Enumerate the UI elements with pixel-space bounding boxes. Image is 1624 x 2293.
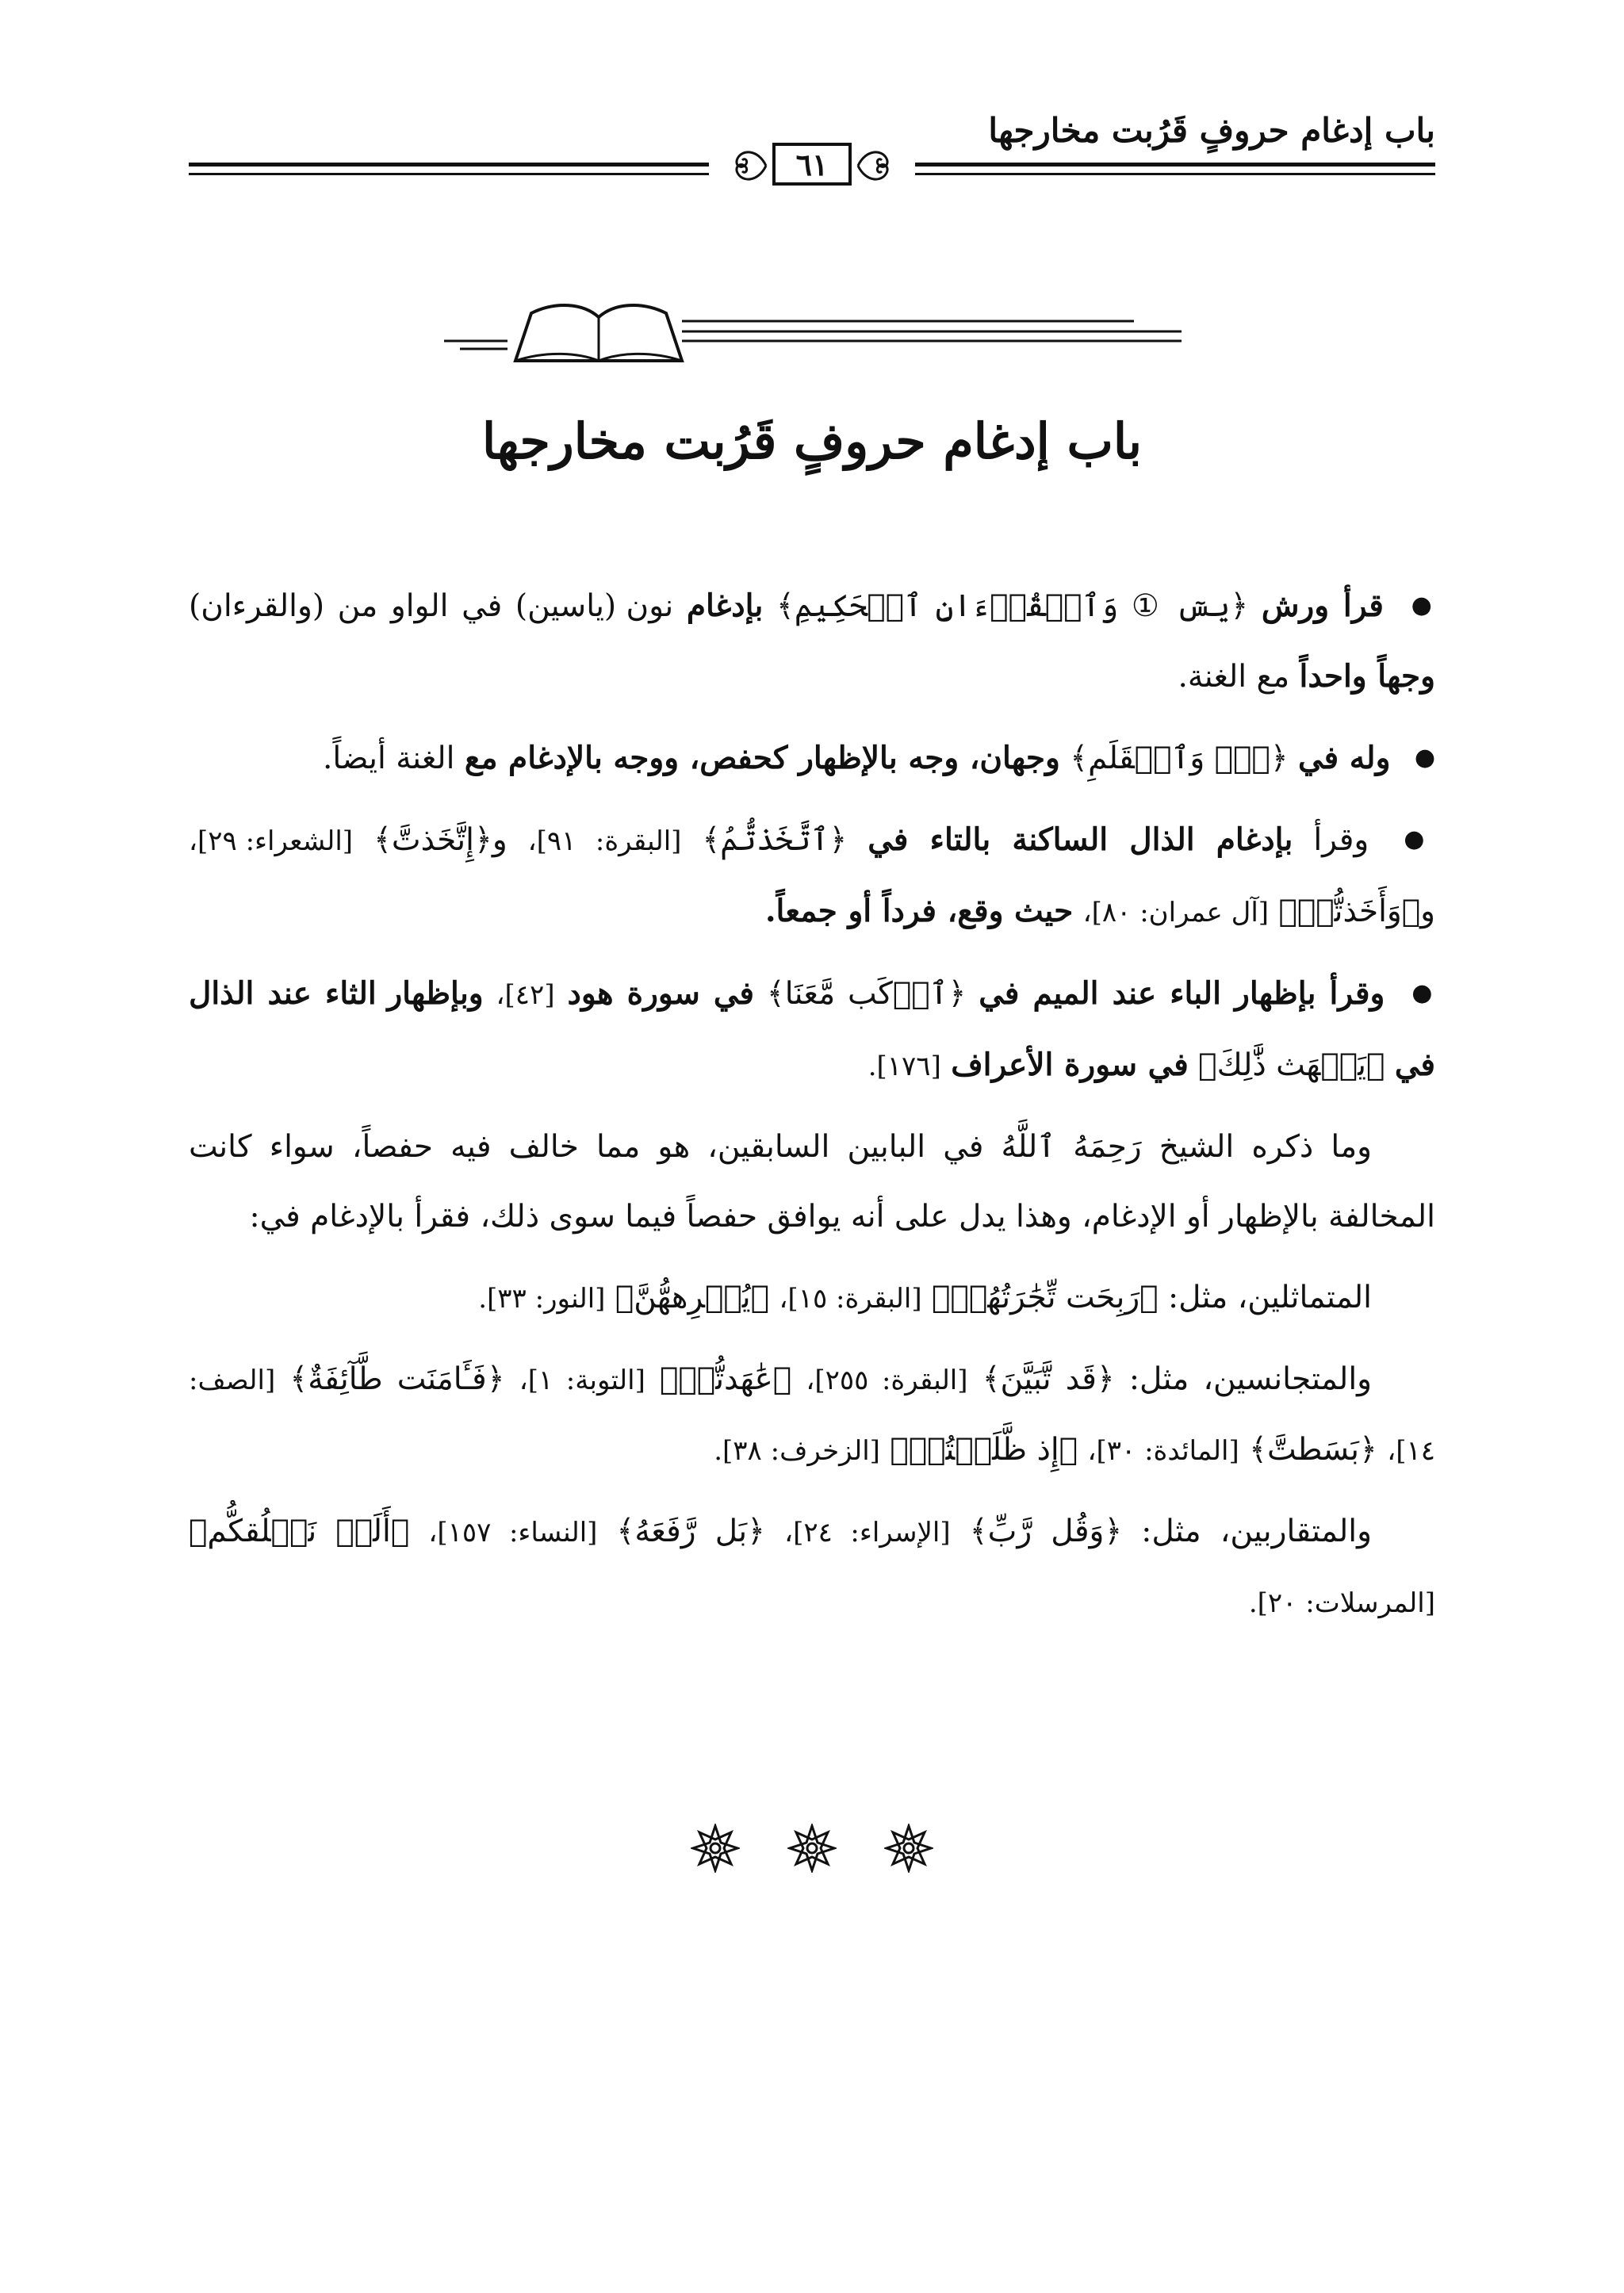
body-text	[189, 571, 1435, 1649]
p7-ref-4: [المائدة: ٣٠]،	[1087, 1435, 1239, 1467]
p1-lead: قرأ ورش	[1261, 588, 1384, 624]
p8-verse-3: ﴿أَلَمۡ نَخۡلُقكُّم﴾	[189, 1514, 410, 1549]
running-title: باب إدغام حروفٍ قَرُبت مخارجها	[988, 111, 1435, 150]
p4-surah-1: في سورة هود	[567, 975, 754, 1012]
p3-ref-2: [الشعراء: ٢٩]،	[189, 825, 354, 857]
p8-ref-2: [النساء: ١٥٧]،	[428, 1517, 598, 1548]
page-number-badge	[733, 138, 891, 193]
paragraph-6	[189, 1263, 1435, 1334]
p6-ref-1: [البقرة: ١٥]،	[779, 1283, 922, 1315]
p6-verse-1: ﴿رَبِحَت تِّجَٰرَتُهُمۡ﴾	[932, 1280, 1159, 1315]
p3-tail: حيث وقع، فرداً أو جمعاً.	[764, 893, 1074, 929]
p4-surah-2: في سورة الأعراف	[951, 1047, 1189, 1083]
p8-ref-3: [المرسلات: ٢٠].	[1248, 1587, 1435, 1619]
p4-verse-1: ﴿ٱرۡكَب مَّعَنَا﴾	[766, 976, 967, 1012]
p2-verse: ﴿نٓۚ وَٱلۡقَلَمِ﴾	[1070, 741, 1289, 776]
p7-lead: والمتجانسين، مثل:	[1128, 1361, 1372, 1397]
p7-verse-3: ﴿فَـَٔامَنَت طَّآئِفَةٌ﴾	[289, 1361, 505, 1397]
p1-verse: ﴿يسٓ ① وَٱلۡقُرۡءَانِ ٱلۡحَكِيمِ﴾	[776, 588, 1249, 624]
p3-ref-3: [آل عمران: ٨٠]،	[1082, 897, 1270, 928]
paragraph-7	[189, 1345, 1435, 1486]
p4-ref-2: [١٧٦].	[868, 1051, 941, 1082]
paragraph-4	[189, 959, 1435, 1101]
p1-emphasis: وجهاً واحداً	[1299, 658, 1435, 695]
paragraph-8	[189, 1497, 1435, 1638]
page-number: ٦١	[772, 143, 852, 186]
flourish-left-icon	[733, 144, 769, 187]
paragraph-2	[189, 723, 1435, 794]
p1-tail: مع الغنة.	[1178, 659, 1290, 695]
p4-verse-2: ﴿يَلۡهَث ذَّٰلِكَ﴾	[1198, 1047, 1385, 1083]
header-rule-right	[915, 163, 1435, 178]
p7-verse-2: ﴿عَٰهَدتُّمۡ﴾	[660, 1361, 792, 1397]
running-header	[189, 103, 1435, 198]
p6-ref-2: [النور: ٣٣].	[478, 1283, 606, 1315]
p1-term: بإدغام	[686, 588, 764, 624]
p7-ref-3: [الصف: ١٤]،	[189, 1365, 1435, 1467]
p4-ref-1: [٤٢]،	[496, 979, 555, 1011]
header-rule-left	[189, 163, 709, 178]
p3-lead: وقرأ	[1313, 822, 1369, 858]
p1-text: نون (ياسين) في الواو من (والقرءان)	[189, 588, 674, 624]
paragraph-3	[189, 805, 1435, 947]
p4-lead-2: وبإظهار الثاء عند الذال في	[189, 975, 1435, 1083]
p7-verse-4: ﴿بَسَطتَّ﴾	[1249, 1432, 1377, 1468]
p3-verse-1: ﴿ٱتَّخَذتُّمُ﴾	[702, 822, 848, 858]
section-end-ornament	[189, 1824, 1435, 1873]
p7-verse-1: ﴿قَد تَّبَيَّنَ﴾	[982, 1361, 1115, 1397]
paragraph-1	[189, 571, 1435, 712]
p3-verse-3: و﴿وَأَخَذتُّمۡ﴾	[1278, 894, 1435, 929]
p7-verse-5: ﴿إِذ ظَّلَمۡتُمۡ﴾	[890, 1432, 1078, 1468]
chapter-title: باب إدغام حروفٍ قَرُبت مخارجها	[482, 412, 1142, 470]
flourish-right-icon	[855, 144, 891, 187]
p2-tail: الغنة أيضاً.	[323, 741, 455, 776]
p8-verse-2: ﴿بَل رَّفَعَهُ﴾	[616, 1514, 765, 1549]
star-ornament-icon	[884, 1824, 933, 1873]
star-ornament-icon	[787, 1824, 837, 1873]
p8-ref-1: [الإسراء: ٢٤]،	[784, 1517, 951, 1548]
paragraph-5: وما ذكره الشيخ رَحِمَهُ ٱللَّهُ في البابين السابقين، هو مما خالف فيه حفصاً، سواء كانت المخالفة بالإظهار أو الإدغام، وهذا يدل على أنه يوافق حفصاً فيما سوى ذلك، فقرأ بالإدغام في:	[189, 1129, 1435, 1235]
p7-ref-1: [البقرة: ٢٥٥]،	[806, 1365, 968, 1396]
p6-verse-2: ﴿يُكۡرِههُّنَّ﴾	[615, 1280, 770, 1315]
p3-verse-2: و﴿إِتَّخَذتَّ﴾	[373, 822, 508, 858]
p8-verse-1: ﴿وَقُل رَّبِّ﴾	[969, 1514, 1123, 1549]
p7-ref-2: [التوبة: ١]،	[519, 1365, 645, 1396]
star-ornament-icon	[691, 1824, 740, 1873]
p3-ref-1: [البقرة: ٩١]،	[527, 825, 682, 857]
open-book-ornament-icon	[444, 285, 1182, 373]
p3-term: بإدغام الذال الساكنة بالتاء في	[868, 821, 1293, 858]
p4-lead: وقرأ بإظهار الباء عند الميم في	[979, 975, 1385, 1012]
p2-text: وجهان، وجه بالإظهار كحفص، ووجه بالإدغام مع	[464, 740, 1060, 776]
p2-lead: وله في	[1298, 740, 1391, 776]
p6-lead: المتماثلين، مثل:	[1167, 1280, 1372, 1315]
p8-lead: والمتقاربين، مثل:	[1141, 1514, 1372, 1549]
p7-ref-5: [الزخرف: ٣٨].	[714, 1435, 880, 1467]
